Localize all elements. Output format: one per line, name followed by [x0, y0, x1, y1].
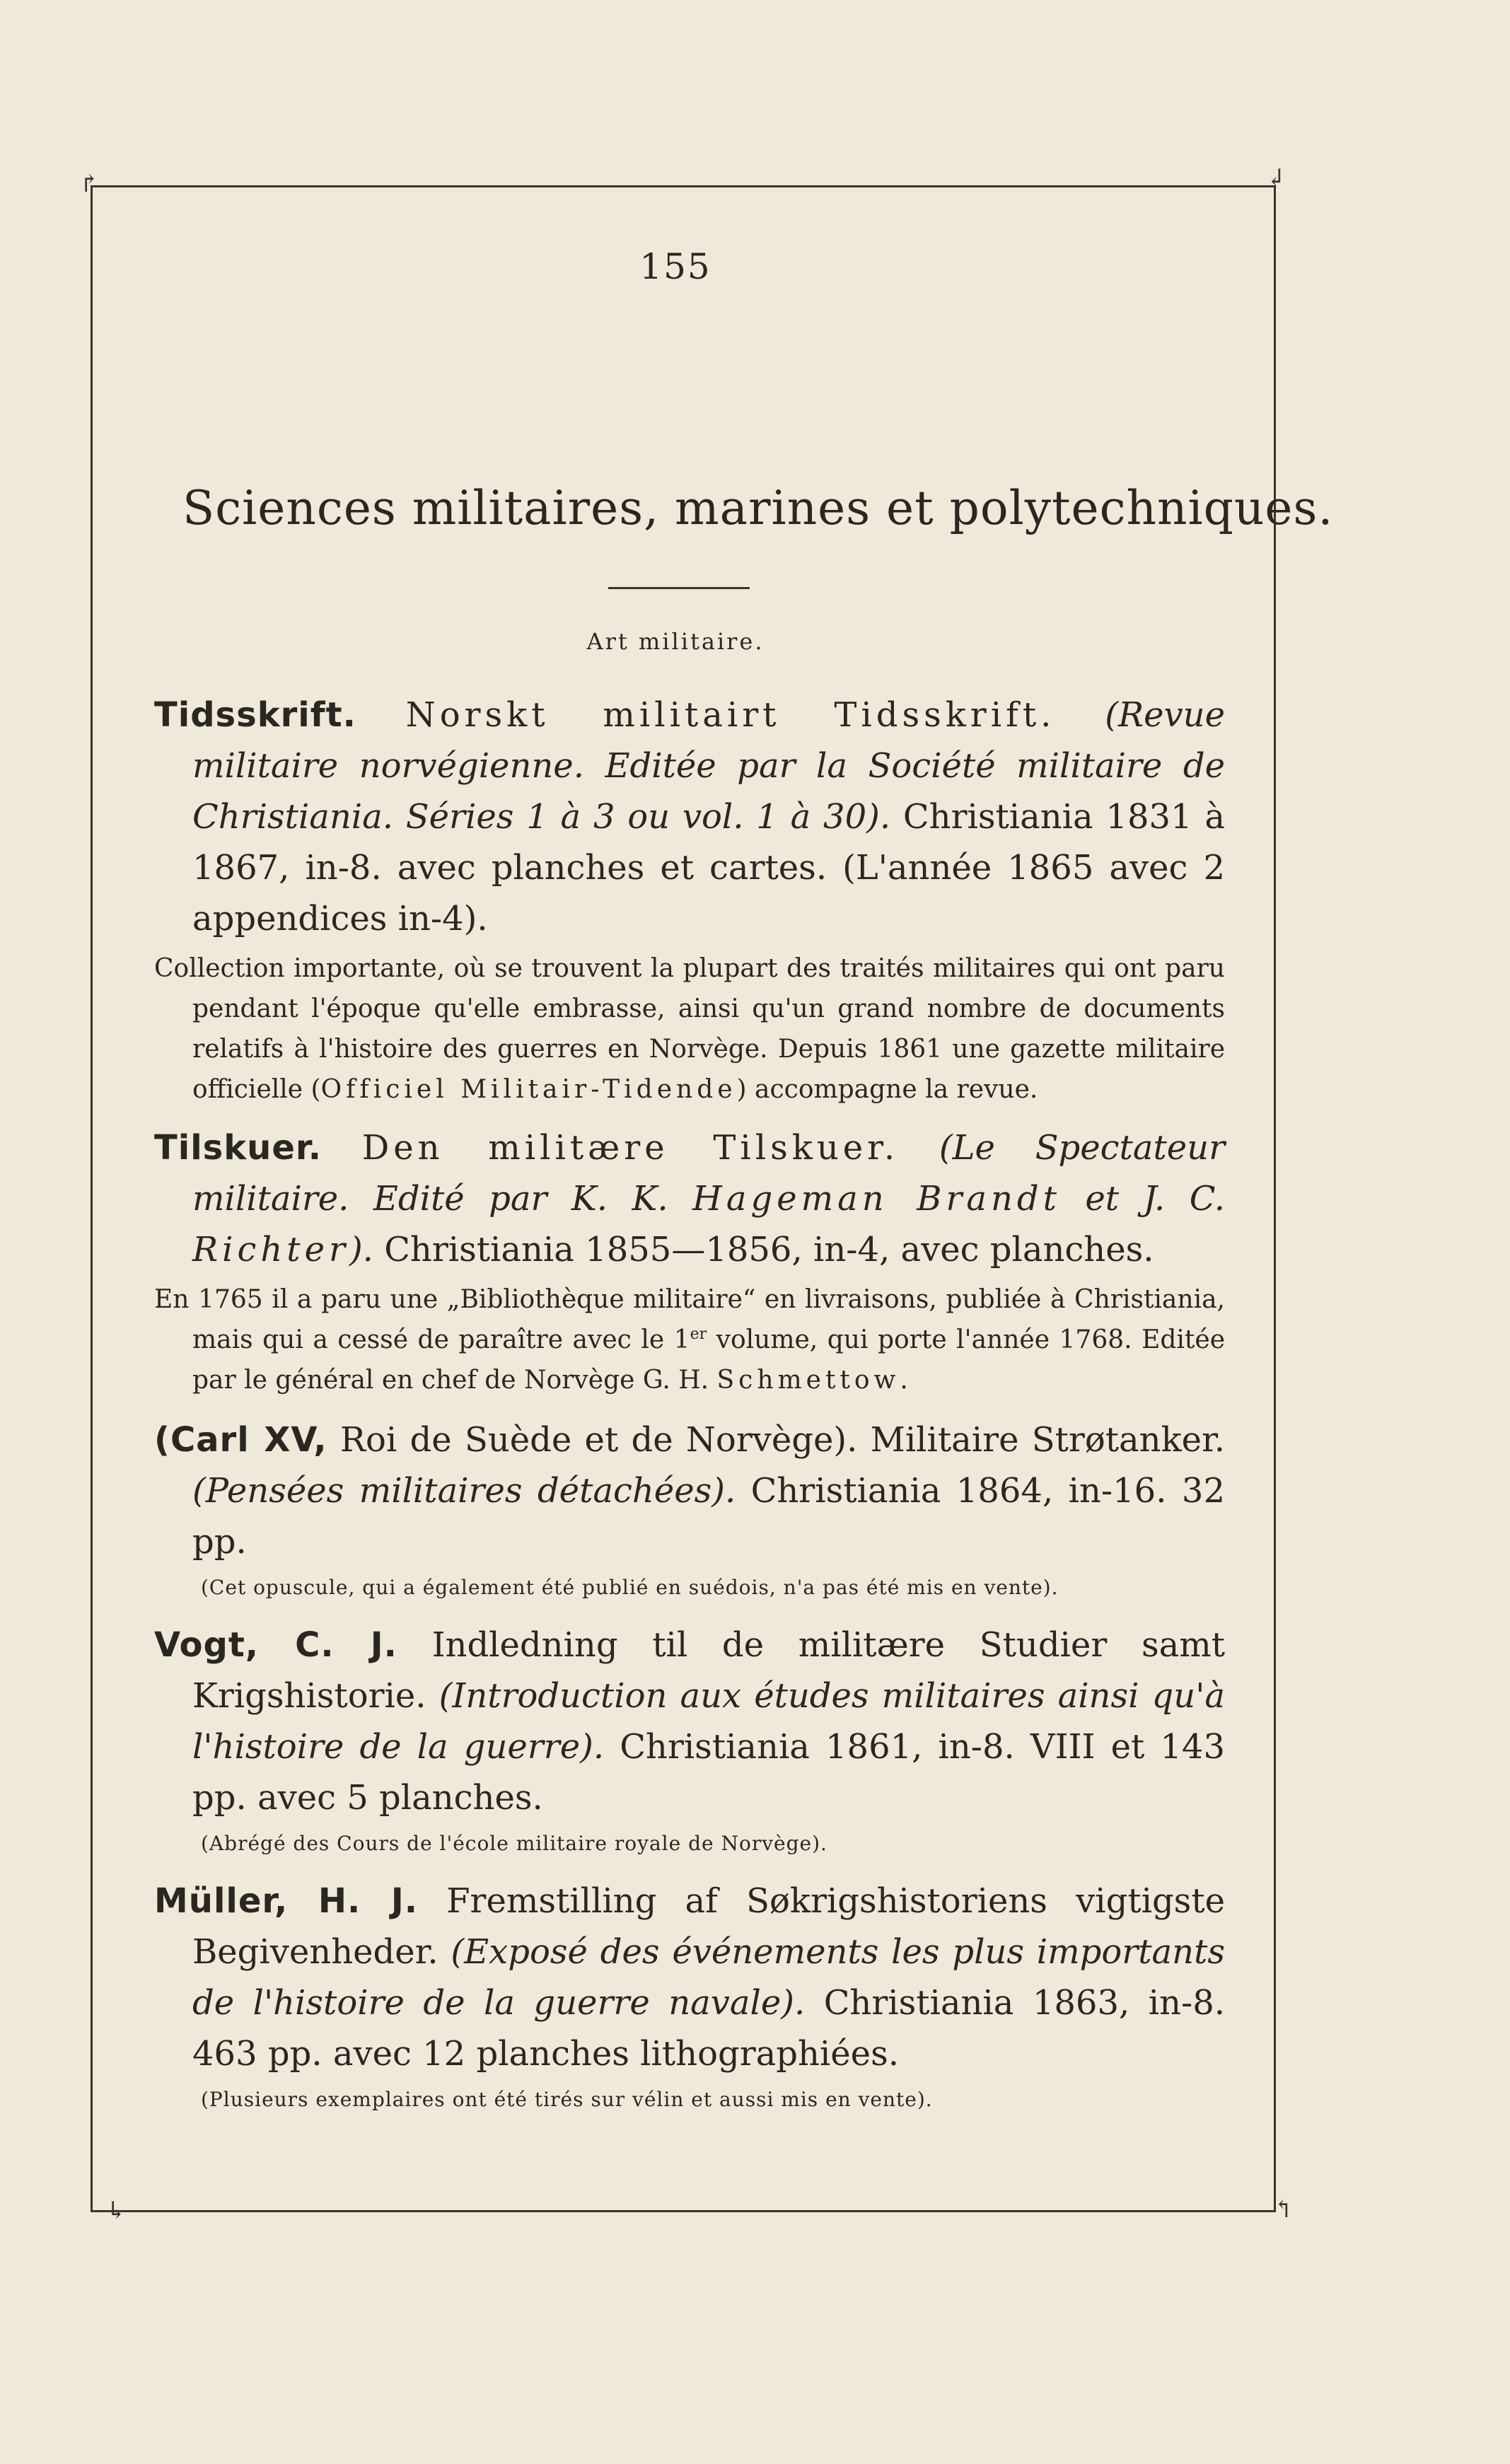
entry-note-spaced: Officiel Militair-Tidende: [320, 1075, 737, 1104]
entry-note-end: .: [900, 1366, 908, 1395]
entry-vogt: [154, 1620, 1225, 1861]
entries-list: [154, 690, 1225, 2117]
entry-author: Müller, H. J.: [154, 1881, 419, 1921]
frame-ornament-top-left: ↱: [79, 170, 100, 198]
entry-title: Roi de Suède et de Norvège). Militaire Strøtanker.: [339, 1420, 1226, 1460]
entry-publication: Christiania 1831 à 1867, in-8. avec planches et cartes. (L'année 1865 avec 2 appendices in-4).: [192, 797, 1225, 938]
frame-ornament-top-right: ↲: [1266, 164, 1287, 192]
frame-ornament-bottom-left: ↳: [106, 2197, 127, 2225]
entry-title-french: (Exposé des événements les plus importants de l'histoire de la guerre navale).: [192, 1932, 1225, 2023]
entry-muller: [154, 1876, 1225, 2117]
entry-publication: Christiania 1861, in-8. VIII et 143 pp. avec 5 planches.: [192, 1727, 1225, 1818]
entry-title-french: (Pensées militaires détachées).: [192, 1471, 736, 1511]
entry-footnote: (Plusieurs exemplaires ont été tirés sur vélin et aussi mis en vente).: [201, 2088, 933, 2111]
entry-publication: Christiania 1864, in-16. 32 pp.: [192, 1471, 1225, 1562]
entry-title-french: (Revue militaire norvégienne. Editée par la Société militaire de Christiania. Séries 1 à 3 ou vol. 1 à 30).: [192, 695, 1225, 837]
entry-note-superscript: er: [690, 1325, 707, 1343]
entry-note: Collection importante, où se trouvent la plupart des traités militaires qui ont paru pendant l'époque qu'elle embrasse, ainsi qu'un grand nombre de documents relatifs à l'histoire des guerres en Norvège. Depuis 1861 une gazette militaire officielle (: [154, 954, 1225, 1104]
entry-title: Norskt militairt Tidsskrift.: [405, 695, 1056, 735]
entry-tidsskrift: [154, 690, 1225, 1110]
entry-tilskuer: [154, 1122, 1225, 1400]
entry-title-french-mid: et J. C.: [1060, 1179, 1226, 1219]
subheading: Art militaire.: [586, 628, 765, 655]
entry-title-french-end: ).: [349, 1230, 373, 1269]
entry-title: Den militære Tilskuer.: [361, 1128, 900, 1168]
page-number: 155: [639, 246, 712, 287]
entry-author: Tilskuer.: [154, 1128, 322, 1168]
entry-title-french: (Le Spectateur militaire. Edité par K. K.: [192, 1128, 1226, 1219]
entry-editor-name-2: Richter: [192, 1230, 349, 1269]
entry-title: Indledning til de militære Studier samt Krigshistorie.: [192, 1625, 1225, 1716]
entry-footnote: (Abrégé des Cours de l'école militaire royale de Norvège).: [201, 1832, 827, 1855]
entry-note-spaced: Schmettow: [716, 1366, 900, 1395]
section-title: Sciences militaires, marines et polytechniques.: [182, 481, 1334, 535]
entry-publication: Christiania 1855—1856, in-4, avec planches.: [384, 1230, 1154, 1269]
entry-note-mid: volume, qui porte l'année 1768. Editée par le général en chef de Norvège G. H.: [192, 1325, 1225, 1395]
entry-author: (Carl XV,: [154, 1420, 327, 1460]
entry-title-french: (Introduction aux études militaires ainsi qu'à l'histoire de la guerre).: [192, 1676, 1225, 1767]
divider-rule: [608, 587, 750, 589]
entry-publication: Christiania 1863, in-8. 463 pp. avec 12 planches lithographiées.: [192, 1983, 1226, 2074]
entry-note-end: ) accompagne la revue.: [736, 1075, 1038, 1104]
entry-title: Fremstilling af Søkrigshistoriens vigtigste Begivenheder.: [192, 1881, 1226, 1972]
frame-ornament-bottom-right: ↰: [1273, 2195, 1294, 2224]
entry-author: Vogt, C. J.: [154, 1625, 397, 1665]
entry-editor-name: Hageman Brandt: [692, 1179, 1061, 1219]
entry-footnote: (Cet opuscule, qui a également été publié en suédois, n'a pas été mis en vente).: [201, 1576, 1059, 1599]
entry-carl-xv: [154, 1414, 1225, 1605]
entry-note: En 1765 il a paru une „Bibliothèque militaire“ en livraisons, publiée à Christiania, mais qui a cessé de paraître avec le 1: [154, 1285, 1225, 1354]
entry-author: Tidsskrift.: [154, 695, 356, 735]
